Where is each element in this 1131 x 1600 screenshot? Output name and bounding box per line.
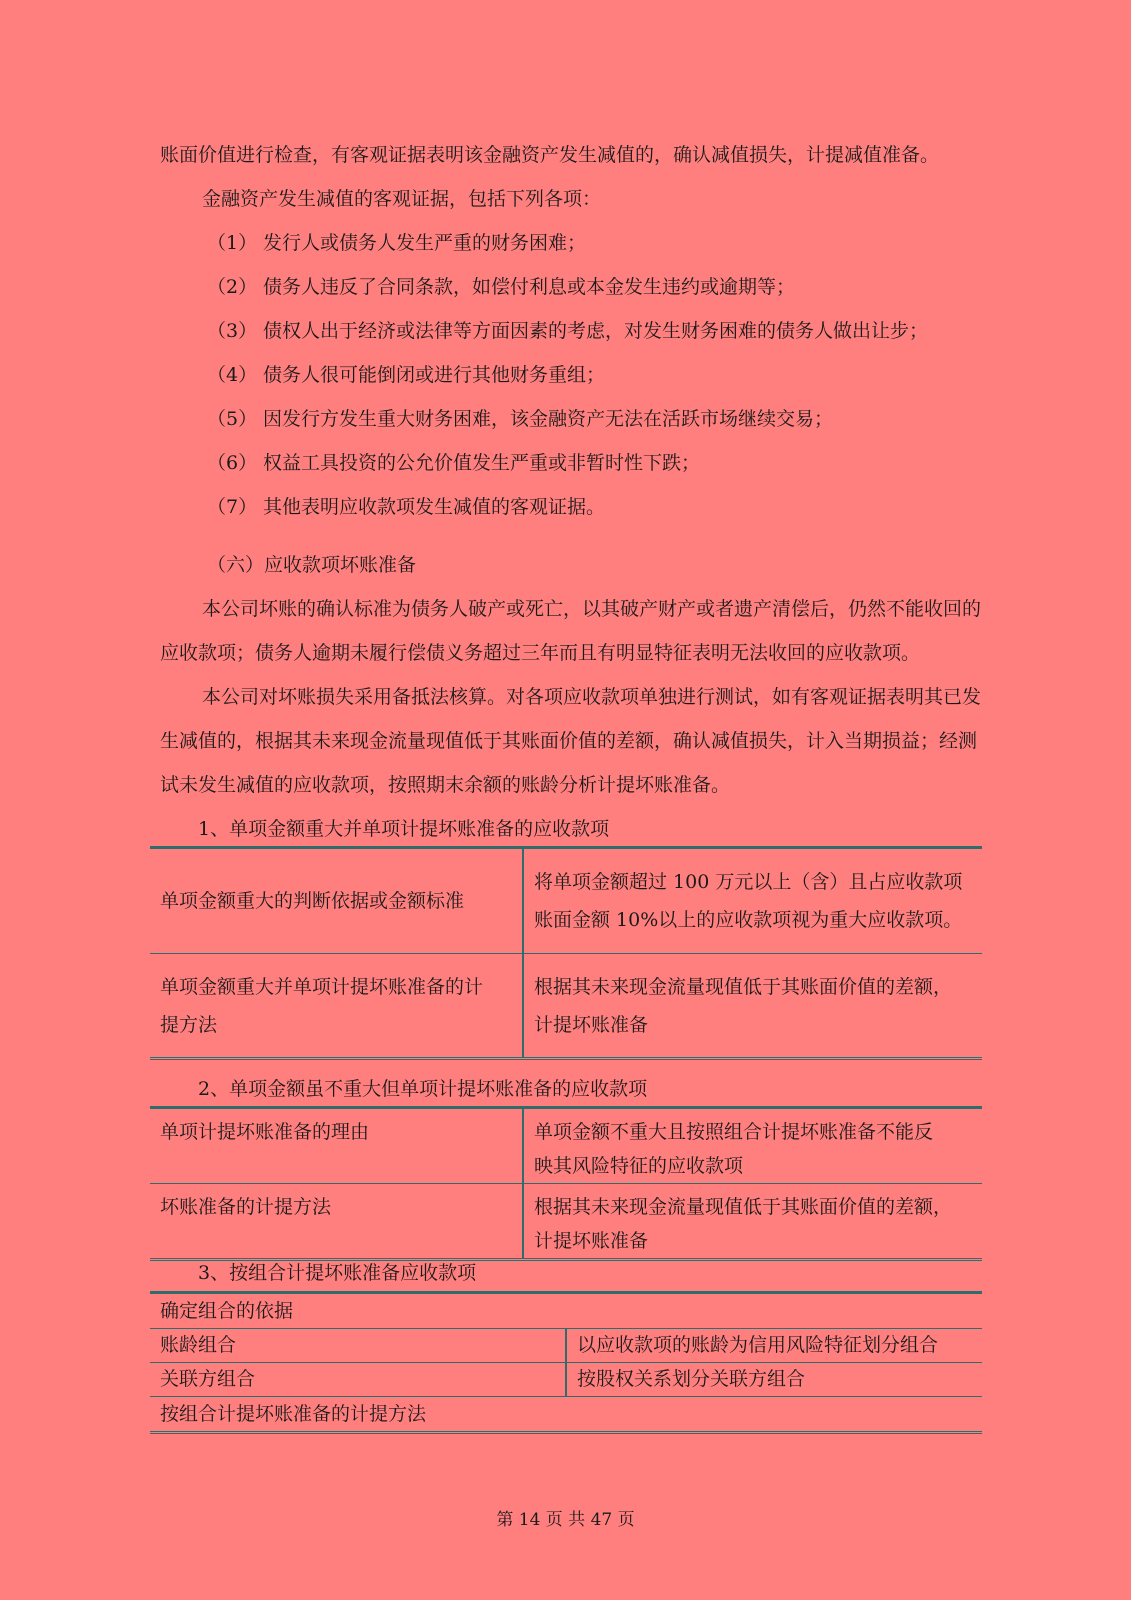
table-row <box>150 1397 982 1433</box>
cell-line: 单项金额重大并单项计提坏账准备的计 <box>160 975 484 998</box>
list-item-number: （6） <box>207 452 258 474</box>
table-cell-value <box>523 1184 982 1260</box>
table-row <box>150 1293 982 1329</box>
list-item-text: 债务人违反了合同条款，如偿付利息或本金发生违约或逾期等； <box>263 276 796 298</box>
cell-line: 提方法 <box>160 1013 218 1036</box>
paragraph-line: 生减值的，根据其未来现金流量现值低于其账面价值的差额，确认减值损失，计入当期损益；经测 <box>160 730 978 752</box>
table-cell-value <box>523 954 982 1059</box>
table-cell-label: 坏账准备的计提方法 <box>150 1184 523 1260</box>
list-item-number: （1） <box>207 232 258 254</box>
section-heading: （六）应收款项坏账准备 <box>207 554 417 576</box>
table-cell-value <box>523 1108 982 1184</box>
table-cell-label: 账龄组合 <box>150 1329 566 1363</box>
table3 <box>150 1291 982 1434</box>
list-item-number: （5） <box>207 408 258 430</box>
paragraph-line: 本公司坏账的确认标准为债务人破产或死亡，以其破产财产或者遗产清偿后，仍然不能收回的 <box>202 598 982 620</box>
table-row <box>150 848 982 954</box>
table1 <box>150 846 982 1060</box>
table3-heading: 3、按组合计提坏账准备应收款项 <box>198 1262 477 1284</box>
cell-line: 账面金额 10%以上的应收款项视为重大应收款项。 <box>534 909 963 931</box>
cell-line: 根据其未来现金流量现值低于其账面价值的差额， <box>534 975 953 998</box>
list-item-text: 债权人出于经济或法律等方面因素的考虑，对发生财务困难的债务人做出让步； <box>263 320 929 342</box>
list-item <box>207 275 1077 299</box>
list-item-number: （4） <box>207 364 258 386</box>
table-cell-label: 关联方组合 <box>150 1363 566 1397</box>
table-row <box>150 1329 982 1363</box>
list-item-text: 发行人或债务人发生严重的财务困难； <box>263 232 587 254</box>
list-item <box>207 363 1077 387</box>
paragraph-intro: 金融资产发生减值的客观证据，包括下列各项： <box>202 188 602 210</box>
page-footer: 第 14 页 共 47 页 <box>496 1510 635 1530</box>
table1-heading: 1、单项金额重大并单项计提坏账准备的应收款项 <box>198 818 610 840</box>
table2-heading: 2、单项金额虽不重大但单项计提坏账准备的应收款项 <box>198 1078 648 1100</box>
table-cell-value: 以应收款项的账龄为信用风险特征划分组合 <box>566 1329 982 1363</box>
table-cell-value <box>523 848 982 954</box>
list-item-text: 因发行方发生重大财务困难，该金融资产无法在活跃市场继续交易； <box>263 408 834 430</box>
list-item-number: （7） <box>207 496 258 518</box>
list-item-number: （3） <box>207 320 258 342</box>
cell-line: 根据其未来现金流量现值低于其账面价值的差额， <box>534 1196 953 1218</box>
list-item <box>207 495 1077 519</box>
cell-line: 将单项金额超过 100 万元以上（含）且占应收款项 <box>534 871 963 893</box>
cell-line: 计提坏账准备 <box>534 1013 649 1036</box>
list-item-text: 债务人很可能倒闭或进行其他财务重组； <box>263 364 606 386</box>
list-item-text: 权益工具投资的公允价值发生严重或非暂时性下跌； <box>263 452 701 474</box>
list-item <box>207 231 1077 255</box>
table-row <box>150 1184 982 1260</box>
table-cell-label <box>150 954 523 1059</box>
table2 <box>150 1106 982 1261</box>
paragraph-line: 试未发生减值的应收款项，按照期末余额的账龄分析计提坏账准备。 <box>160 774 731 796</box>
table-cell-label: 单项计提坏账准备的理由 <box>150 1108 523 1184</box>
cell-line: 单项金额不重大且按照组合计提坏账准备不能反 <box>534 1121 934 1143</box>
table-cell-basis: 确定组合的依据 <box>150 1293 982 1329</box>
cell-line: 计提坏账准备 <box>534 1230 649 1252</box>
paragraph-line: 本公司对坏账损失采用备抵法核算。对各项应收款项单独进行测试，如有客观证据表明其已发 <box>202 686 982 708</box>
table-row <box>150 954 982 1059</box>
table-row <box>150 1108 982 1184</box>
list-item <box>207 451 1077 475</box>
list-item <box>207 319 1077 343</box>
table-cell-label: 单项金额重大的判断依据或金额标准 <box>150 848 523 954</box>
cell-line: 映其风险特征的应收款项 <box>534 1155 744 1177</box>
list-item <box>207 407 1077 431</box>
paragraph-continuation: 账面价值进行检查，有客观证据表明该金融资产发生减值的，确认减值损失，计提减值准备。 <box>160 144 940 166</box>
list-item-number: （2） <box>207 276 258 298</box>
table-cell-value: 按股权关系划分关联方组合 <box>566 1363 982 1397</box>
table-cell-method: 按组合计提坏账准备的计提方法 <box>150 1397 982 1433</box>
paragraph-line: 应收款项；债务人逾期未履行偿债义务超过三年而且有明显特征表明无法收回的应收款项。 <box>160 642 921 664</box>
table-row <box>150 1363 982 1397</box>
list-item-text: 其他表明应收款项发生减值的客观证据。 <box>263 496 606 518</box>
